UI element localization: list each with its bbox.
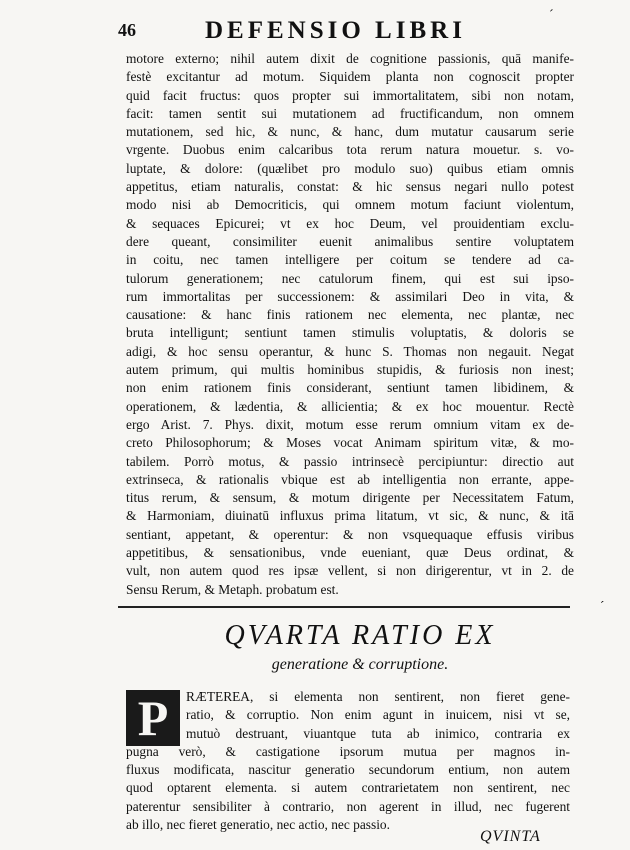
- text-line: ratio, & corruptio. Non enim agunt in inuicem, nisi vt se,: [186, 707, 570, 723]
- text-line: in coitu, nec tamen intelligere per coitum se tendere ad ca-: [126, 252, 574, 268]
- text-line: ab illo, nec fieret generatio, nec actio, nec passio.: [126, 817, 390, 833]
- text-line: extrinseca, & rationalis vbique est ab intelligentia non errante, appe-: [126, 471, 574, 487]
- text-line: creto Philosophorum; & Moses vocat Animam spiritum vitæ, & mo-: [126, 435, 574, 451]
- text-line: autem primum, qui multis hominibus stupidis, & furiosis non inest;: [126, 362, 574, 378]
- section-title: QVARTA RATIO EX: [224, 620, 496, 651]
- text-line: modo nisi ab Democriticis, qui omnem motum faciunt violentum,: [126, 197, 574, 213]
- text-line: tulorum generationem; nec catulorum finem, qui est sui ipso-: [126, 270, 574, 286]
- text-line: mutuò destruant, viuantque tuta ab inimico, contraria ex: [186, 725, 570, 741]
- drop-cap: P: [126, 690, 180, 746]
- section-subtitle: generatione & corruptione.: [271, 656, 449, 673]
- text-line: & sequaces Epicurei; vt ex hoc Deum, vel prouidentiam exclu-: [126, 215, 574, 231]
- text-line: festè excitantur ad motum. Siquidem planta non cognoscit propter: [126, 69, 574, 85]
- page-number: 46: [118, 20, 136, 40]
- text-line: non enim rationem finis considerant, sentiunt tamen libidinem, &: [126, 380, 574, 396]
- text-line: causatione: & hanc finis rationem nec elementa, nec plantæ, nec: [126, 307, 574, 323]
- margin-mark: ´: [549, 8, 554, 23]
- text-line: titus rerum, & sensum, & motum dirigente per Necessitatem Fatum,: [126, 490, 574, 506]
- catchword: QVINTA: [480, 828, 541, 845]
- text-line: motore externo; nihil autem dixit de cognitione passionis, quā manife-: [126, 51, 574, 66]
- text-line: pugna verò, & castigatione ipsorum mutua per magnos in-: [126, 743, 570, 759]
- margin-mark: ´: [600, 598, 605, 613]
- text-line: quod optarent elementa. si autem contrarietatem non sentirent, nec: [126, 780, 570, 796]
- section-divider: [118, 606, 570, 608]
- running-header: DEFENSIO LIBRI: [205, 17, 466, 44]
- main-text-block: [126, 50, 574, 599]
- text-line: dere queant, consimiliter euenit animalibus sentire voluptatem: [126, 233, 574, 249]
- text-line: mutationem, sed hic, & nunc, & hanc, dum mutatur causarum serie: [126, 124, 574, 140]
- text-line: vrgente. Duobus enim calcaribus tota rerum natura mouetur. s. vo-: [126, 142, 574, 158]
- text-line: bruta intelligunt; sentiunt tamen stimulis voluptatis, & doloris se: [126, 325, 574, 341]
- text-line: facit: tamen sentit sui mutationem ad fructificandum, non omnem: [126, 105, 574, 121]
- text-line: RÆTEREA, si elementa non sentirent, non fieret gene-: [186, 689, 570, 704]
- text-line: tabilem. Porrò motus, & passio intrinsecè percipiuntur: directio aut: [126, 453, 574, 469]
- text-line: quid facit fructus: quos propter sui immortalitatem, sibi non notam,: [126, 87, 574, 103]
- section-paragraph: [126, 688, 570, 834]
- text-line: adigi, & hoc sensu operantur, & hunc S. Thomas non negauit. Negat: [126, 343, 574, 359]
- text-line: & Harmoniam, diuinatū influxus prima litatum, vt sic, & nunc, & itā: [126, 508, 574, 524]
- text-line: sentiant, appetant, & operentur: & non vsquequaque effusis viribus: [126, 526, 574, 542]
- text-line: appetitibus, & sensationibus, vnde eueniant, quæ Deus ordinat, &: [126, 545, 574, 561]
- text-line: luptate, & dolore: (quælibet pro modulo suo) quibus etiam omnis: [126, 160, 574, 176]
- text-line: rum immortalitas per successionem: & assimilari Deo in vita, &: [126, 288, 574, 304]
- text-line: Sensu Rerum, & Metaph. probatum est.: [126, 581, 339, 597]
- text-line: ergo Arist. 7. Phys. dixit, motum esse rerum omnium vitam ex de-: [126, 416, 574, 432]
- text-line: vult, non autem quod res ipsæ vellent, si non dirigerentur, vt in 2. de: [126, 563, 574, 579]
- text-line: paterentur sensibiliter à contrario, non agerent in illud, nec fugerent: [126, 798, 570, 814]
- text-line: appetitus, etiam naturalis, constat: & hic sensus negari nullo potest: [126, 179, 574, 195]
- text-line: operationem, & lædentia, & allicientia; & ex hoc mouentur. Rectè: [126, 398, 574, 414]
- text-line: fluxus modificata, nascitur generatio secundorum entium, non autem: [126, 762, 570, 778]
